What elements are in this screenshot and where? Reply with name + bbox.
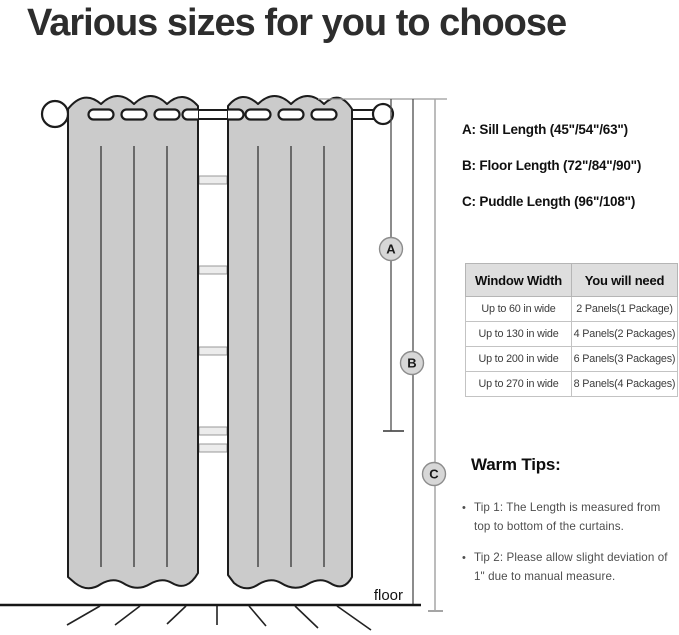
table-cell-width: Up to 130 in wide — [466, 322, 572, 347]
warm-tips-heading: Warm Tips: — [471, 455, 561, 474]
grommet-icon — [312, 110, 337, 120]
table-cell-need: 8 Panels(4 Packages) — [572, 372, 678, 397]
measure-line-a — [383, 99, 404, 431]
table-cell-width: Up to 200 in wide — [466, 347, 572, 372]
table-row — [466, 372, 678, 397]
table-header-you-will-need: You will need — [572, 264, 678, 297]
marker-b-label: B — [407, 355, 417, 371]
rod-finial-right — [373, 104, 393, 124]
marker-c-label: C — [429, 466, 439, 482]
tip-1-line-2: top to bottom of the curtains. — [474, 519, 624, 533]
table-cell-need: 6 Panels(3 Packages) — [572, 347, 678, 372]
table-row — [466, 322, 678, 347]
table-row — [466, 347, 678, 372]
length-option-sill: A: Sill Length (45"/54"/63") — [462, 122, 628, 137]
panel-size-table — [465, 263, 678, 397]
window-frame-bars — [199, 176, 227, 452]
marker-c — [423, 463, 446, 486]
grommet-icon — [122, 110, 147, 120]
tip-1 — [461, 499, 679, 536]
hatch-line — [67, 606, 100, 625]
window-bar — [199, 176, 227, 184]
marker-a-label: A — [386, 241, 396, 257]
tip-2 — [461, 549, 679, 586]
measure-line-c — [428, 99, 443, 611]
length-option-floor: B: Floor Length (72"/84"/90") — [462, 158, 642, 173]
length-options — [462, 122, 641, 230]
table-header-row — [466, 264, 678, 297]
marker-b — [401, 352, 424, 375]
table-cell-need: 4 Panels(2 Packages) — [572, 322, 678, 347]
grommet-icon — [246, 110, 271, 120]
curtain-fold-lines — [101, 146, 324, 567]
grommet-icon — [279, 110, 304, 120]
table-header-window-width: Window Width — [466, 264, 572, 297]
table-cell-width: Up to 270 in wide — [466, 372, 572, 397]
window-bar — [199, 444, 227, 452]
hatch-line — [337, 606, 371, 630]
window-bar — [199, 427, 227, 435]
table-cell-need: 2 Panels(1 Package) — [572, 297, 678, 322]
curtain-panel-left — [68, 96, 198, 588]
tip-2-line-1: Tip 2: Please allow slight deviation of — [474, 551, 668, 565]
tip-1-line-1: Tip 1: The Length is measured from — [474, 501, 661, 514]
hatch-line — [295, 606, 318, 628]
hatch-line — [115, 606, 140, 625]
warm-tips-section — [461, 449, 679, 599]
floor-hatching — [67, 606, 371, 630]
table-cell-width: Up to 60 in wide — [466, 297, 572, 322]
grommet-icon — [155, 110, 180, 120]
hatch-line — [167, 606, 186, 624]
length-option-puddle: C: Puddle Length (96"/108") — [462, 194, 636, 209]
window-bar — [199, 347, 227, 355]
grommet-icon — [89, 110, 114, 120]
window-bar — [199, 266, 227, 274]
floor-label: floor — [373, 587, 403, 604]
table-row — [466, 297, 678, 322]
rod-finial-left — [42, 101, 68, 127]
marker-a — [380, 238, 403, 261]
curtain-panel-right — [228, 96, 352, 588]
page-title: Various sizes for you to choose — [27, 2, 567, 44]
bullet-icon: • — [462, 552, 466, 565]
bullet-icon: • — [462, 502, 466, 514]
hatch-line — [249, 606, 266, 626]
tip-2-line-2: 1" due to manual measure. — [474, 569, 616, 583]
